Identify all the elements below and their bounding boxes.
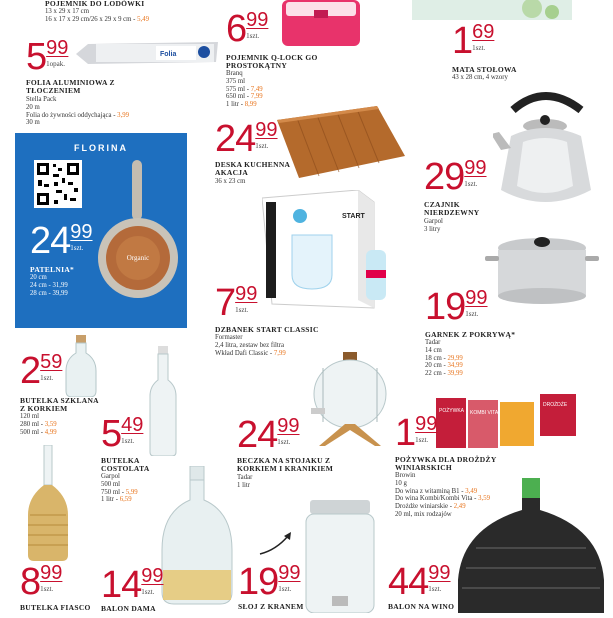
price-tag: 1 99 1szt. xyxy=(395,412,438,454)
qlock-container-image xyxy=(280,0,362,50)
price-tag: 7 99 1szt. xyxy=(215,282,258,324)
yeast-packs-image xyxy=(436,392,584,452)
product-title: MATA STOŁOWA xyxy=(452,65,517,74)
product-details: 13 x 29 x 17 cm 16 x 17 x 29 cm/26 x 29 x 9 cm - 5,49 xyxy=(45,8,150,23)
product-title: SŁOJ Z KRANEM xyxy=(238,602,304,611)
fiasco-bottle-image xyxy=(26,445,70,563)
product-details: 36 x 23 cm xyxy=(215,178,246,185)
frying-pan-image xyxy=(98,160,180,310)
kettle-image xyxy=(493,90,598,215)
product-title: BALON NA WINO xyxy=(388,602,455,611)
product-details: Tadar 14 cm 18 cm - 29,99 20 cm - 34,99 22 cm - 39,99 xyxy=(425,339,463,378)
brand-logo xyxy=(45,140,157,154)
filter-jug-box-image xyxy=(262,190,394,310)
price-tag: 19 99 1szt. xyxy=(425,286,488,328)
product-title: DESKA KUCHENNA AKACJA xyxy=(215,160,290,177)
product-details: 43 x 28 cm, 4 wzory xyxy=(452,74,508,81)
product-title: PATELNIA* xyxy=(30,265,75,274)
product-title: FOLIA ALUMINIOWA Z TŁOCZENIEM xyxy=(26,78,115,95)
glass-bottle-image xyxy=(64,335,98,397)
price-tag: 14 99 1szt. xyxy=(101,564,164,606)
price-tag: 5 49 1szt. xyxy=(101,413,144,455)
arrow-icon xyxy=(258,530,294,556)
product-title: BECZKA NA STOJAKU Z KORKIEM I KRANIKIEM xyxy=(237,456,334,473)
price-tag: 2 59 1szt. xyxy=(20,350,63,392)
price-tag: 8 99 1szt. xyxy=(20,561,63,603)
price-tag: 19 99 1szt. xyxy=(238,561,301,603)
price-tag: 29 99 1szt. xyxy=(424,156,487,198)
price-tag: 6 99 1szt. xyxy=(226,8,269,50)
price-tag: 24 99 1szt. xyxy=(30,220,93,262)
product-title: GARNEK Z POKRYWĄ* xyxy=(425,330,516,339)
svg-text:Folia: Folia xyxy=(160,51,177,58)
svg-text:POŻYWKA: POŻYWKA xyxy=(439,408,465,414)
foil-box-image xyxy=(76,40,218,66)
svg-text:Organic: Organic xyxy=(126,254,150,262)
product-details: Browin 10 g Do wina z witaminą B1 - 3,49 Do wina Kombi/Kombi Vita - 3,59 Drożdże winiarskie - 2,49 20 ml, mix rodzajów xyxy=(395,472,491,519)
svg-text:START: START xyxy=(342,213,365,220)
product-details: Tadar 1 litr xyxy=(237,474,253,489)
price-tag: 24 99 1szt. xyxy=(237,414,300,456)
product-title: BUTELKA COSTOLATA xyxy=(101,456,150,473)
product-title: BUTELKA SZKLANA Z KORKIEM xyxy=(20,396,99,413)
table-mat-image xyxy=(412,0,572,22)
jar-with-tap-image xyxy=(302,500,378,613)
product-title: BALON DAMA xyxy=(101,604,156,613)
price-tag: 24 99 1szt. xyxy=(215,118,278,160)
svg-text:DROŻDŻE: DROŻDŻE xyxy=(543,402,568,408)
product-title: BUTELKA FIASCO xyxy=(20,603,91,612)
price-tag: 44 99 1szt. xyxy=(388,561,451,603)
product-title: CZAJNIK NIERDZEWNY xyxy=(424,200,480,217)
pot-image xyxy=(485,228,600,308)
svg-text:FLORINA: FLORINA xyxy=(74,143,128,153)
swing-top-bottle-image xyxy=(148,346,178,456)
product-details: 20 cm 24 cm - 31,99 28 cm - 39,99 xyxy=(30,274,68,297)
product-title: POŻYWKA DLA DROŻDŻY WINIARSKICH xyxy=(395,455,497,472)
demijohn-image xyxy=(160,466,234,606)
product-details: Branq 375 ml 575 ml - 7,49 650 ml - 7,99 1 litr - 8,99 xyxy=(226,70,263,109)
product-details: Garpol 3 litry xyxy=(424,218,443,233)
product-details: 120 ml 280 ml - 3,59 500 ml - 4,99 xyxy=(20,413,57,436)
product-title: POJEMNIK DO LODÓWKI xyxy=(45,0,145,8)
product-title: POJEMNIK Q-LOCK GO PROSTOKĄTNY xyxy=(226,53,318,70)
qr-code xyxy=(34,160,82,208)
product-details: Stella Pack 20 m Folia do żywności oddychająca - 3,99 30 m xyxy=(26,96,130,127)
barrel-dispenser-image xyxy=(305,352,387,448)
product-title: DZBANEK START CLASSIC xyxy=(215,325,319,334)
svg-text:KOMBI VITA: KOMBI VITA xyxy=(470,410,499,416)
product-details: Garpol 500 ml 750 ml - 5,99 1 litr - 6,59 xyxy=(101,473,138,504)
product-details: Formaster 2,4 litra, zestaw bez filtra Wkład Dafi Classic - 7,99 xyxy=(215,334,286,357)
price-tag: 5 99 1opak. xyxy=(26,36,69,78)
price-tag: 1 69 1szt. xyxy=(452,20,495,62)
